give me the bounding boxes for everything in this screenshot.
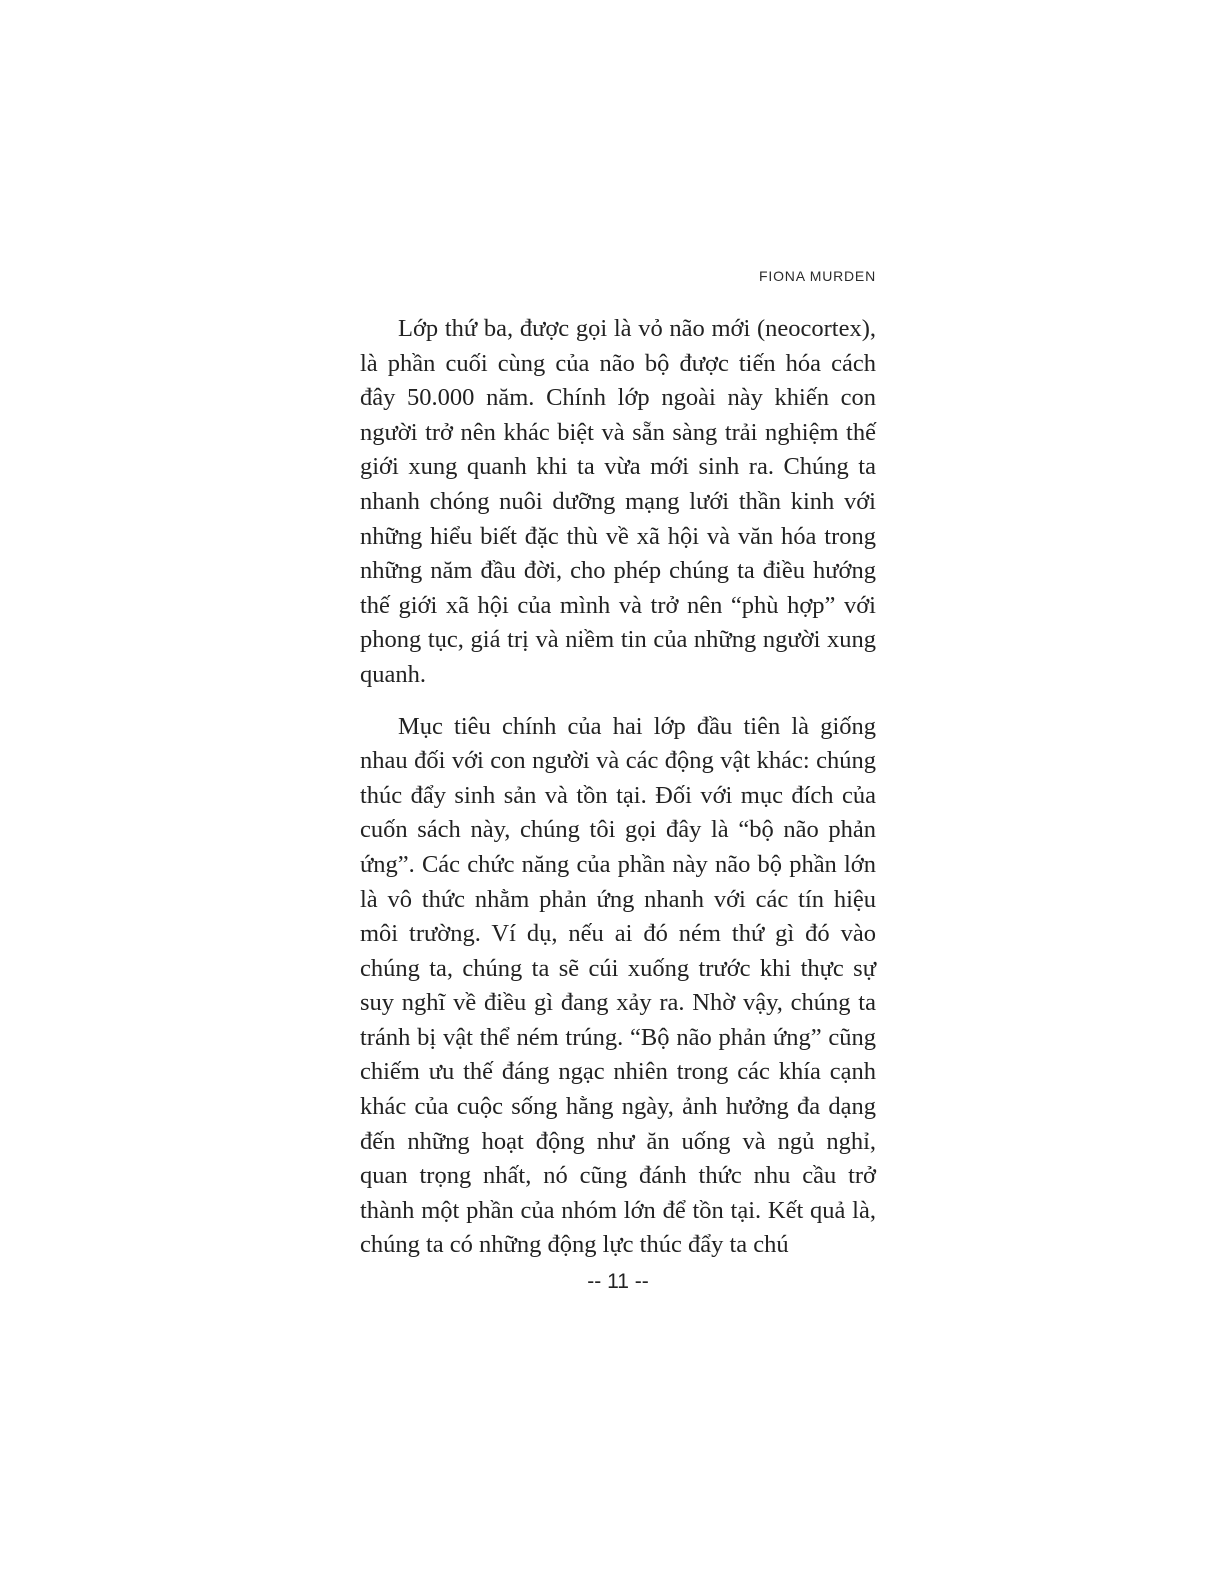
page-number: -- 11 --: [587, 1270, 649, 1293]
running-head: FIONA MURDEN: [759, 268, 876, 284]
paragraph-1: Lớp thứ ba, được gọi là vỏ não mới (neocortex), là phần cuối cùng của não bộ được tiến hóa cách đây 50.000 năm. Chính lớp ngoài này khiến con người trở nên khác biệt và sẵn sàng trải nghiệm thế giới xung quanh khi ta vừa mới sinh ra. Chúng ta nhanh chóng nuôi dưỡng mạng lưới thần kinh với những hiểu biết đặc thù về xã hội và văn hóa trong những năm đầu đời, cho phép chúng ta điều hướng thế giới xã hội của mình và trở nên “phù hợp” với phong tục, giá trị và niềm tin của những người xung quanh.: [360, 315, 876, 688]
paragraph-2: Mục tiêu chính của hai lớp đầu tiên là giống nhau đối với con người và các động vật khác: chúng thúc đẩy sinh sản và tồn tại. Đối với mục đích của cuốn sách này, chúng tôi gọi đây là “bộ não phản ứng”. Các chức năng của phần này não bộ phần lớn là vô thức nhằm phản ứng nhanh với các tín hiệu môi trường. Ví dụ, nếu ai đó ném thứ gì đó vào chúng ta, chúng ta sẽ cúi xuống trước khi thực sự suy nghĩ về điều gì đang xảy ra. Nhờ vậy, chúng ta tránh bị vật thể ném trúng. “Bộ não phản ứng” cũng chiếm ưu thế đáng ngạc nhiên trong các khía cạnh khác của cuộc sống hằng ngày, ảnh hưởng đa dạng đến những hoạt động như ăn uống và ngủ nghỉ, quan trọng nhất, nó cũng đánh thức nhu cầu trở thành một phần của nhóm lớn để tồn tại. Kết quả là, chúng ta có những động lực thúc đẩy ta chú: [360, 712, 876, 1259]
body-text: [360, 312, 876, 1263]
